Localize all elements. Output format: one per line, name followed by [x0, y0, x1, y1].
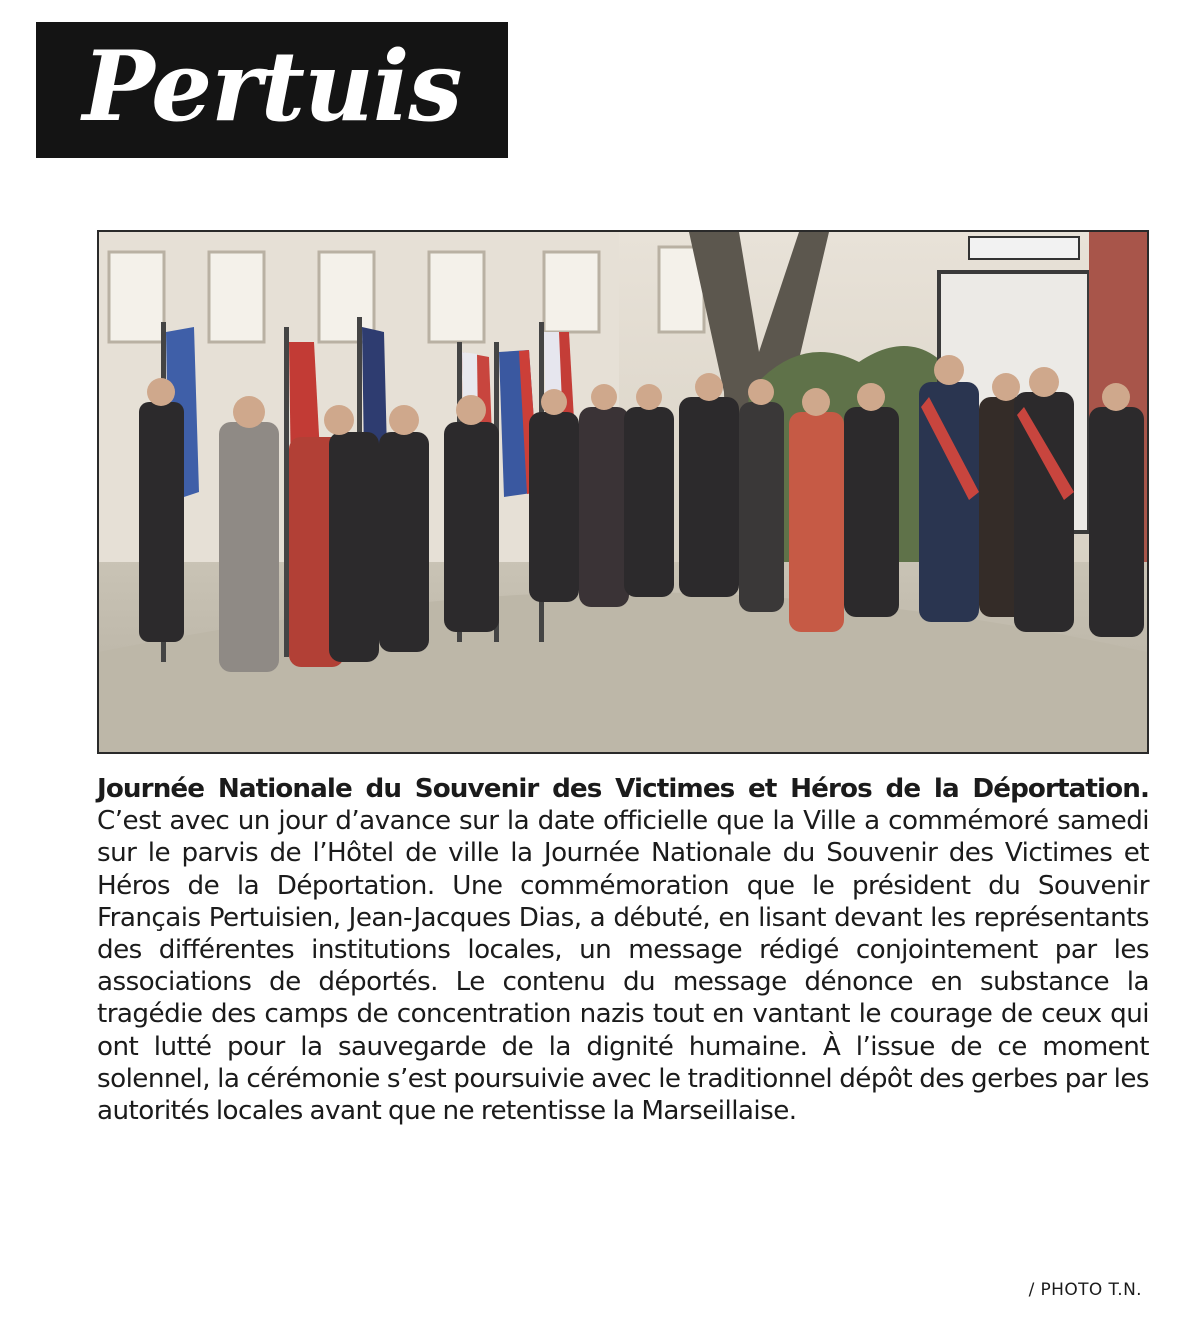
article-photo	[97, 230, 1149, 754]
ceremony-photo-illustration	[99, 232, 1147, 752]
section-masthead	[36, 22, 508, 158]
article-headline: Journée Nationale du Souvenir des Victimes et Héros de la Déportation.	[97, 774, 1149, 804]
article-text	[97, 773, 1149, 1127]
section-title: Pertuis	[82, 30, 462, 143]
photo-credit: / PHOTO T.N.	[1028, 1280, 1142, 1300]
article-body: C’est avec un jour d’avance sur la date officielle que la Ville a commémoré samedi sur le parvis de l’Hôtel de ville la Journée Nationale du Souvenir des Victimes et Héros de la Déportation. Une commémoration que le président du Souvenir Français Pertuisien, Jean-Jacques Dias, a débuté, en lisant devant les représentants des différentes institutions locales, un message rédigé conjointement par les associations de déportés. Le contenu du message dénonce en substance la tragédie des camps de concentration nazis tout en vantant le courage de ceux qui ont lutté pour la sauvegarde de la dignité humaine. À l’issue de ce moment solennel, la cérémonie s’est poursuivie avec le traditionnel dépôt des gerbes par les autorités locales avant que ne retentisse la Marseillaise.	[97, 806, 1149, 1127]
